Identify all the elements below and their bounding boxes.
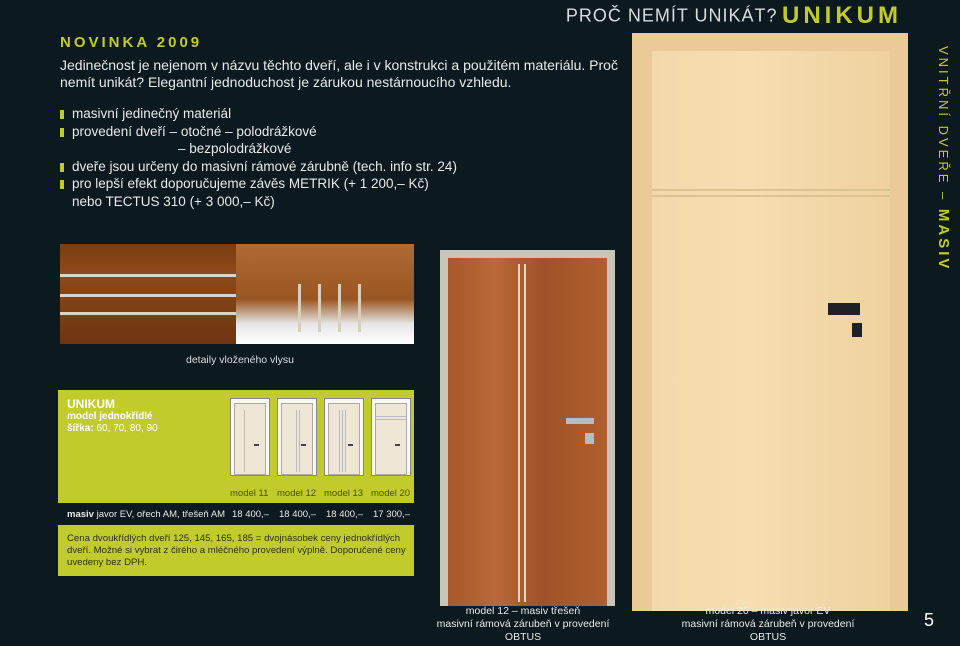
- feature-item: [60, 105, 600, 123]
- header-question: PROČ NEMÍT UNIKÁT?: [565, 5, 778, 26]
- feature-item: [60, 158, 600, 176]
- door-thumbnail-model-11: [230, 398, 270, 476]
- inlay-detail-photos: [60, 244, 414, 344]
- price-row: [58, 503, 414, 525]
- feature-text: pro lepší efekt doporučujeme závěs METRIK (+ 1 200,– Kč): [72, 176, 429, 191]
- price-cell: 18 400,–: [279, 509, 316, 520]
- feature-item-continuation: [60, 193, 600, 211]
- intro-paragraph: Jedinečnost je nejenom v názvu těchto dveří, ale i v konstrukci a použitém materiálu. Proč nemít unikát? Elegantní jednoduchost je zárukou nestárnoucího vzhledu.: [60, 57, 618, 90]
- door-handle: [566, 418, 594, 424]
- feature-list: [60, 105, 600, 210]
- model-label: model 20: [371, 488, 411, 499]
- door-photo-cherry: [440, 250, 615, 606]
- product-widths: [67, 423, 158, 434]
- inlay-detail-photo-edge: [236, 244, 414, 344]
- feature-item: [60, 123, 600, 141]
- door-handle: [828, 303, 860, 315]
- detail-caption: detaily vloženého vlysu: [186, 354, 294, 366]
- bullet-marker: [60, 163, 64, 172]
- section-side-label: VNITŘNÍ DVEŘE – MASIV: [935, 46, 952, 272]
- price-cell: 18 400,–: [326, 509, 363, 520]
- feature-text: – bezpolodrážkové: [178, 141, 292, 156]
- bullet-marker: [60, 180, 64, 189]
- page-number: 5: [924, 610, 935, 630]
- door-leaf-maple: [652, 51, 890, 611]
- bullet-marker: [60, 110, 64, 119]
- feature-item: [60, 175, 600, 193]
- door-thumbnail-model-20: [371, 398, 411, 476]
- bullet-marker: [60, 128, 64, 137]
- material-label: masiv javor EV, ořech AM, třešeň AM: [67, 509, 226, 520]
- model-label: model 12: [277, 488, 317, 499]
- caption-model-20: model 20 – masiv javor EV masivní rámová zárubeň v provedení OBTUS: [681, 605, 855, 643]
- price-note: Cena dvoukřídlých dveří 125, 145, 165, 185 = dvojnásobek ceny jednokřídlých dveří. Možné si vybrat z čirého a mléčného provedení výplně. Doporučené ceny uvedeny bez DPH.: [67, 533, 406, 568]
- door-leaf-cherry: [448, 258, 607, 606]
- door-thumbnail-model-13: [324, 398, 364, 476]
- price-cell: 18 400,–: [232, 509, 269, 520]
- width-label: šířka:: [67, 423, 94, 434]
- door-thumbnail-model-12: [277, 398, 317, 476]
- price-cell: 17 300,–: [373, 509, 410, 520]
- width-values: 60, 70, 80, 90: [96, 423, 158, 434]
- model-label: model 11: [230, 488, 269, 499]
- door-lock: [852, 323, 862, 337]
- door-lock: [585, 433, 594, 444]
- feature-text: dveře jsou určeny do masivní rámové zárubně (tech. info str. 24): [72, 158, 457, 174]
- model-label: model 13: [324, 488, 364, 499]
- model-header-row: [58, 488, 414, 502]
- inlay-detail-photo-front: [60, 244, 236, 344]
- caption-model-12: model 12 – masiv třešeň masivní rámová zárubeň v provedení OBTUS: [436, 605, 610, 643]
- door-photo-maple: [632, 33, 908, 611]
- feature-text: nebo TECTUS 310 (+ 3 000,– Kč): [72, 193, 275, 209]
- feature-text: masivní jedinečný materiál: [72, 106, 232, 121]
- feature-item-continuation: [60, 140, 600, 158]
- brand-name: UNIKUM: [782, 2, 902, 29]
- product-type: model jednokřídlé: [67, 411, 153, 422]
- novelty-kicker: NOVINKA 2009: [60, 34, 203, 51]
- product-info-panel: [58, 390, 414, 576]
- feature-text: provedení dveří – otočné – polodrážkové: [72, 123, 317, 139]
- header-title: [565, 2, 902, 29]
- product-name: UNIKUM: [67, 397, 115, 411]
